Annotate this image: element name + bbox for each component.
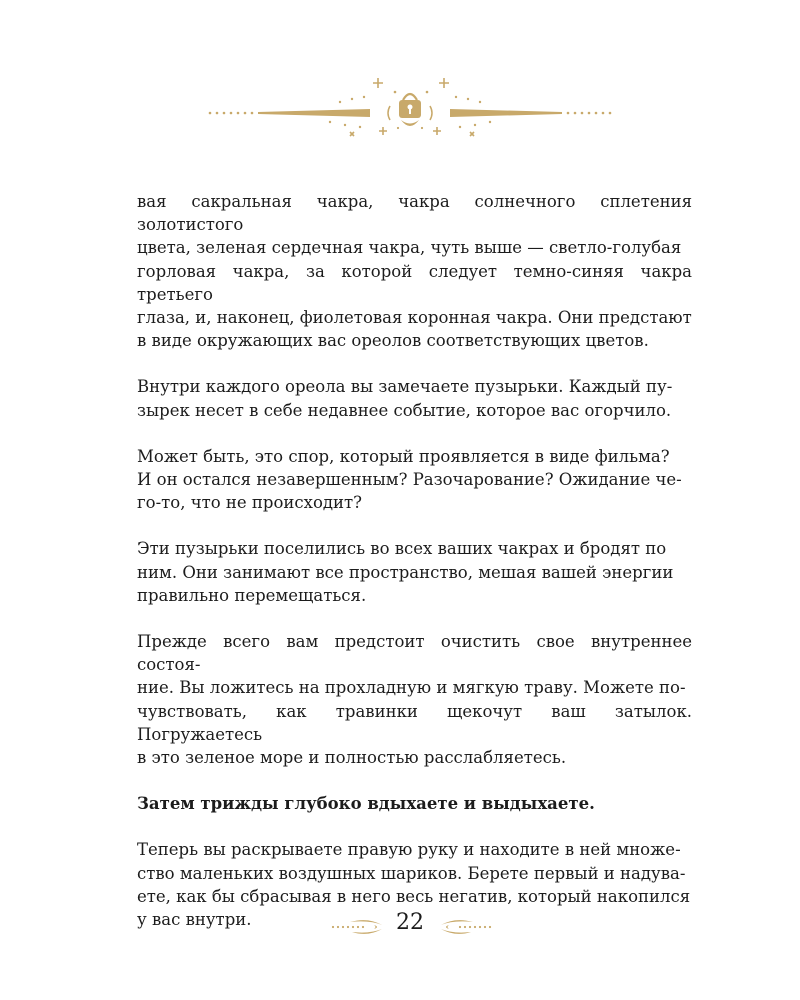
footer-right-flourish-icon — [438, 905, 493, 945]
page-footer — [320, 905, 500, 945]
paragraph: Внутри каждого ореола вы замечаете пузырьки. Каждый пу- зырек несет в себе недавнее событие, которое вас огорчило. — [137, 377, 673, 420]
paragraph: Теперь вы раскрываете правую руку и находите в ней множе- ство маленьких воздушных шариков. Берете первый и надува- ете, как бы сбрасывая в него весь негатив, который накопился у вас внутри. — [137, 840, 691, 930]
paragraph: Эти пузырьки поселились во всех ваших чакрах и бродят по ним. Они занимают все пространство, мешая вашей энергии правильно перемещаться. — [137, 539, 674, 605]
paragraph: Может быть, это спор, который проявляется в виде фильма? И он остался незавершенным? Разочарование? Ожидание че- го-то, что не происходит? — [137, 446, 682, 513]
footer-left-flourish-icon — [330, 905, 385, 945]
paragraph-bold: Затем трижды глубоко вдыхаете и выдыхаете. — [137, 794, 595, 814]
paragraph: Прежде всего вам предстоит очистить свое внутреннее состоя- ние. Вы ложитесь на прохладную и мягкую траву. Можете по- чувствовать, как травинки щекочут ваш затылок. Погружаетесь в это зеленое море и полностью расслабляетесь. — [137, 632, 692, 768]
top-ornament-icon — [200, 70, 620, 140]
body-text — [137, 190, 692, 954]
page-number: 22 — [396, 910, 424, 935]
paragraph: вая сакральная чакра, чакра солнечного сплетения золотистого цвета, зеленая сердечная чакра, чуть выше — светло-голубая горловая чакра, за которой следует темно-синяя чакра третьего глаза, и, наконец, фиолетовая коронная чакра. Они предстают в виде окружающих вас ореолов соответствующих цветов. — [137, 192, 692, 351]
